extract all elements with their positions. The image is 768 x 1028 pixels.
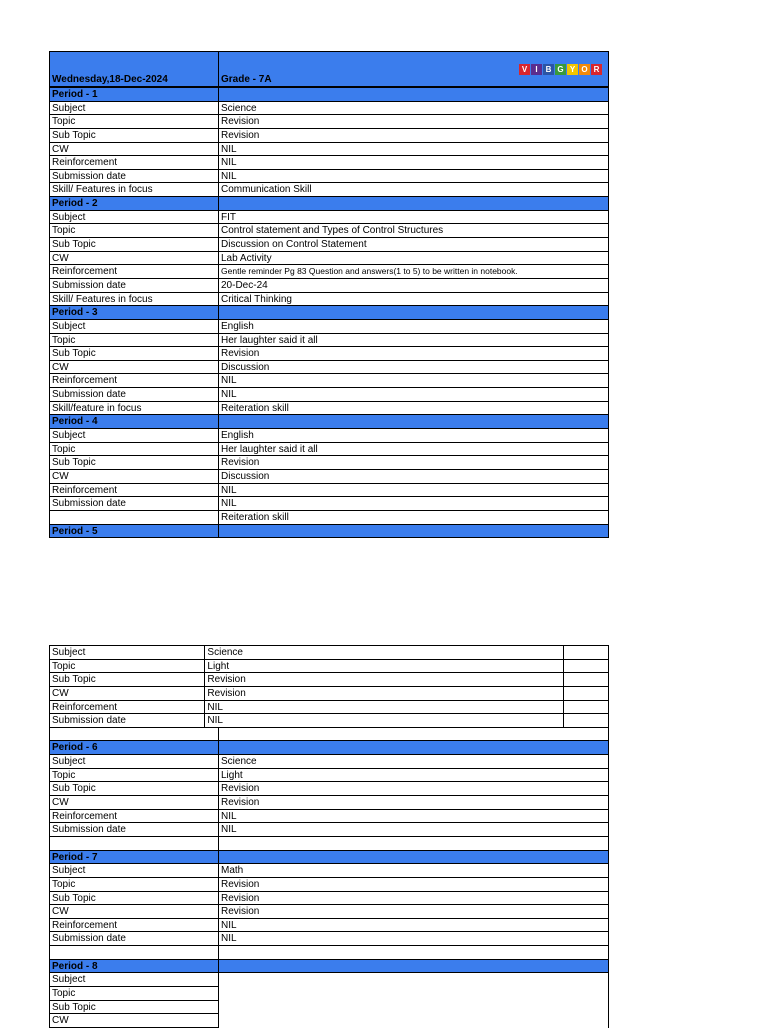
table-row (49, 115, 609, 129)
sheet-header (49, 52, 609, 88)
field-value: Revision (218, 346, 609, 361)
field-value: Revision (218, 114, 609, 129)
field-label: Topic (49, 442, 219, 457)
field-value: NIL (218, 918, 609, 933)
field-value: Her laughter said it all (218, 442, 609, 457)
table-row (49, 673, 609, 687)
field-value: 20-Dec-24 (218, 278, 609, 293)
field-value: Revision (218, 128, 609, 143)
field-label: Topic (49, 986, 219, 1001)
field-label: CW (49, 795, 219, 810)
period-rows-2 (49, 646, 609, 1028)
field-value (218, 972, 609, 987)
field-value: NIL (218, 387, 609, 402)
field-value: Revision (218, 795, 609, 810)
table-row (49, 864, 609, 878)
school-logo (519, 64, 602, 75)
table-row (49, 402, 609, 416)
period-label: Period - 4 (49, 414, 219, 429)
field-value: Revision (218, 781, 609, 796)
field-value: NIL (218, 142, 609, 157)
table-row (49, 660, 609, 674)
field-value: Revision (218, 877, 609, 892)
spacer-row (49, 728, 609, 742)
field-value: Revision (218, 455, 609, 470)
table-row (49, 810, 609, 824)
table-row (49, 143, 609, 157)
table-row (49, 211, 609, 225)
table-row (49, 987, 609, 1001)
table-row (49, 796, 609, 810)
field-label: Subject (49, 428, 219, 443)
field-label: Subject (49, 754, 219, 769)
table-row (49, 129, 609, 143)
period-label: Period - 6 (49, 740, 219, 755)
field-label: Submission date (49, 931, 219, 946)
field-value (218, 959, 609, 974)
field-value (218, 87, 609, 102)
field-label: Sub Topic (49, 237, 219, 252)
period-label: Period - 1 (49, 87, 219, 102)
table-row (49, 183, 609, 197)
field-label: Submission date (49, 496, 219, 511)
field-value: Revision (218, 904, 609, 919)
field-value: NIL (204, 700, 563, 715)
field-label: Reinforcement (49, 373, 219, 388)
grade-cell (218, 51, 609, 87)
field-value: Revision (204, 686, 563, 701)
table-row (49, 293, 609, 307)
field-value (218, 1013, 609, 1028)
spacer-row (49, 837, 609, 851)
table-row (49, 892, 609, 906)
table-row (49, 1001, 609, 1015)
logo-letter: Y (567, 64, 578, 75)
logo-letter: V (519, 64, 530, 75)
period-label: Period - 8 (49, 959, 219, 974)
table-row (49, 361, 609, 375)
field-label: Topic (49, 877, 219, 892)
field-value: Science (218, 101, 609, 116)
period-header-row (49, 88, 609, 102)
period-label: Period - 3 (49, 305, 219, 320)
field-label: Sub Topic (49, 1000, 219, 1015)
field-label: Subject (49, 101, 219, 116)
grade-label: Grade - 7A (221, 74, 272, 85)
field-label: Sub Topic (49, 672, 205, 687)
field-label: Reinforcement (49, 155, 219, 170)
table-row (49, 973, 609, 987)
field-label: Sub Topic (49, 891, 219, 906)
field-value: Light (218, 768, 609, 783)
field-label: Topic (49, 114, 219, 129)
period-label: Period - 7 (49, 850, 219, 865)
field-label (49, 510, 219, 525)
timetable-sheet-2 (49, 646, 609, 1028)
field-label: Topic (49, 223, 219, 238)
extra-cell (563, 645, 609, 660)
table-row (49, 265, 609, 279)
period-header-row (49, 960, 609, 974)
field-label: Subject (49, 645, 205, 660)
field-value: Communication Skill (218, 182, 609, 197)
table-row (49, 687, 609, 701)
spacer-row (49, 946, 609, 960)
field-value: Science (218, 754, 609, 769)
field-value: English (218, 319, 609, 334)
field-value: Math (218, 863, 609, 878)
field-value: Reiteration skill (218, 510, 609, 525)
field-value (218, 414, 609, 429)
field-label: CW (49, 686, 205, 701)
field-label: CW (49, 469, 219, 484)
table-row (49, 443, 609, 457)
field-value: Her laughter said it all (218, 333, 609, 348)
field-label: Skill/ Features in focus (49, 182, 219, 197)
extra-cell (563, 686, 609, 701)
table-row (49, 701, 609, 715)
field-label: CW (49, 360, 219, 375)
field-label: Submission date (49, 822, 219, 837)
field-label: Subject (49, 972, 219, 987)
field-label: Sub Topic (49, 346, 219, 361)
table-row (49, 878, 609, 892)
field-value: NIL (218, 155, 609, 170)
field-label: Topic (49, 333, 219, 348)
field-value: Gentle reminder Pg 83 Question and answers(1 to 5) to be written in notebook. (218, 264, 609, 279)
table-row (49, 511, 609, 525)
table-row (49, 388, 609, 402)
field-label (49, 727, 219, 742)
field-value: Reiteration skill (218, 401, 609, 416)
field-label: Sub Topic (49, 455, 219, 470)
field-label: Submission date (49, 278, 219, 293)
field-label: Reinforcement (49, 264, 219, 279)
field-label: CW (49, 251, 219, 266)
field-value (218, 986, 609, 1001)
field-value (218, 305, 609, 320)
table-row (49, 932, 609, 946)
field-label: CW (49, 904, 219, 919)
table-row (49, 334, 609, 348)
table-row (49, 714, 609, 728)
extra-cell (563, 659, 609, 674)
field-value (218, 836, 609, 851)
table-row (49, 497, 609, 511)
field-value: Science (204, 645, 563, 660)
field-label: Skill/feature in focus (49, 401, 219, 416)
logo-letter: R (591, 64, 602, 75)
field-value (218, 850, 609, 865)
logo-letter: I (531, 64, 542, 75)
field-value (218, 196, 609, 211)
field-label: Submission date (49, 169, 219, 184)
field-label: Subject (49, 210, 219, 225)
field-label: Topic (49, 768, 219, 783)
field-value: NIL (218, 169, 609, 184)
logo-letter: O (579, 64, 590, 75)
logo-letter: G (555, 64, 566, 75)
table-row (49, 905, 609, 919)
period-label: Period - 5 (49, 524, 219, 539)
timetable-sheet-1 (49, 52, 609, 538)
extra-cell (563, 700, 609, 715)
field-label: Sub Topic (49, 781, 219, 796)
field-value: Discussion (218, 469, 609, 484)
field-value: NIL (218, 931, 609, 946)
period-header-row (49, 851, 609, 865)
field-value: Lab Activity (218, 251, 609, 266)
field-value: NIL (218, 809, 609, 824)
field-value: Critical Thinking (218, 292, 609, 307)
table-row (49, 1014, 609, 1028)
period-header-row (49, 525, 609, 539)
table-row (49, 224, 609, 238)
table-row (49, 755, 609, 769)
field-value (218, 727, 609, 742)
field-label: Reinforcement (49, 809, 219, 824)
field-label: Submission date (49, 387, 219, 402)
field-label: Sub Topic (49, 128, 219, 143)
table-row (49, 823, 609, 837)
field-value (218, 740, 609, 755)
table-row (49, 320, 609, 334)
field-value: NIL (218, 373, 609, 388)
field-value: NIL (204, 713, 563, 728)
table-row (49, 156, 609, 170)
period-header-row (49, 306, 609, 320)
extra-cell (563, 672, 609, 687)
field-value: Revision (204, 672, 563, 687)
table-row (49, 279, 609, 293)
table-row (49, 347, 609, 361)
field-label: Skill/ Features in focus (49, 292, 219, 307)
period-header-row (49, 415, 609, 429)
field-value: NIL (218, 822, 609, 837)
table-row (49, 429, 609, 443)
logo-letter: B (543, 64, 554, 75)
field-value: Light (204, 659, 563, 674)
field-value (218, 524, 609, 539)
table-row (49, 170, 609, 184)
table-row (49, 782, 609, 796)
period-rows-1 (49, 88, 609, 538)
field-label: CW (49, 142, 219, 157)
field-value: Discussion (218, 360, 609, 375)
table-row (49, 646, 609, 660)
table-row (49, 470, 609, 484)
field-value: Discussion on Control Statement (218, 237, 609, 252)
table-row (49, 484, 609, 498)
field-label: Reinforcement (49, 918, 219, 933)
table-row (49, 102, 609, 116)
table-row (49, 769, 609, 783)
field-label: Topic (49, 659, 205, 674)
field-label (49, 836, 219, 851)
field-label: Subject (49, 863, 219, 878)
period-label: Period - 2 (49, 196, 219, 211)
date-cell: Wednesday,18-Dec-2024 (49, 51, 219, 87)
field-value (218, 945, 609, 960)
field-value: Control statement and Types of Control Structures (218, 223, 609, 238)
field-label: Reinforcement (49, 483, 219, 498)
field-label: CW (49, 1013, 219, 1028)
extra-cell (563, 713, 609, 728)
field-label: Submission date (49, 713, 205, 728)
table-row (49, 238, 609, 252)
field-value: Revision (218, 891, 609, 906)
period-header-row (49, 741, 609, 755)
table-row (49, 919, 609, 933)
table-row (49, 456, 609, 470)
field-label: Subject (49, 319, 219, 334)
table-row (49, 374, 609, 388)
period-header-row (49, 197, 609, 211)
field-value: FIT (218, 210, 609, 225)
field-label (49, 945, 219, 960)
field-value: NIL (218, 496, 609, 511)
table-row (49, 252, 609, 266)
field-value (218, 1000, 609, 1015)
field-label: Reinforcement (49, 700, 205, 715)
field-value: English (218, 428, 609, 443)
field-value: NIL (218, 483, 609, 498)
